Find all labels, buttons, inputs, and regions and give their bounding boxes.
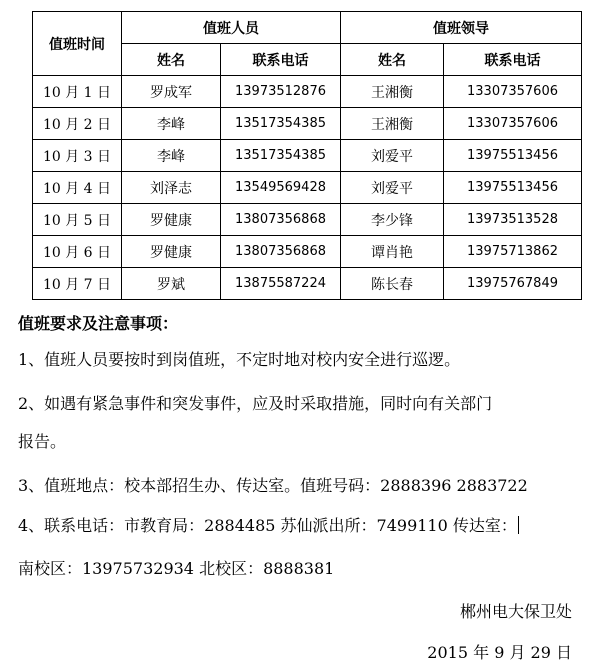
duty-date: 10 月 1 日 — [33, 76, 122, 108]
table-row — [33, 108, 582, 140]
header-duty-time: 值班时间 — [33, 12, 122, 76]
leader-name: 谭肖艳 — [341, 236, 444, 268]
leader-phone: 13307357606 — [444, 76, 582, 108]
note-item-3: 3、值班地点：校本部招生办、传达室。值班号码：2888396 2883722 — [18, 476, 528, 495]
header-duty-leader: 值班领导 — [341, 12, 582, 44]
notes-title: 值班要求及注意事项： — [18, 314, 179, 333]
note-item-4-line-1-text: 4、联系电话：市教育局：2884485 苏仙派出所：7499110 传达室： — [18, 516, 517, 535]
duty-date: 10 月 7 日 — [33, 268, 122, 300]
staff-phone: 13517354385 — [221, 108, 341, 140]
staff-phone: 13807356868 — [221, 236, 341, 268]
leader-phone: 13973513528 — [444, 204, 582, 236]
duty-date: 10 月 5 日 — [33, 204, 122, 236]
signature-org: 郴州电大保卫处 — [459, 602, 572, 621]
header-staff-phone: 联系电话 — [221, 44, 341, 76]
leader-name: 刘爱平 — [341, 172, 444, 204]
note-item-4-line-1 — [18, 516, 578, 536]
header-leader-name: 姓名 — [341, 44, 444, 76]
leader-phone: 13975513456 — [444, 140, 582, 172]
staff-phone: 13517354385 — [221, 140, 341, 172]
staff-phone: 13807356868 — [221, 204, 341, 236]
header-duty-staff: 值班人员 — [122, 12, 341, 44]
duty-date: 10 月 3 日 — [33, 140, 122, 172]
leader-name: 王湘衡 — [341, 76, 444, 108]
leader-phone: 13975767849 — [444, 268, 582, 300]
leader-phone: 13307357606 — [444, 108, 582, 140]
leader-phone: 13975513456 — [444, 172, 582, 204]
table-row — [33, 204, 582, 236]
leader-name: 陈长春 — [341, 268, 444, 300]
staff-name: 李峰 — [122, 108, 221, 140]
note-item-2-line-2: 报告。 — [18, 432, 67, 451]
duty-date: 10 月 4 日 — [33, 172, 122, 204]
leader-name: 王湘衡 — [341, 108, 444, 140]
text-cursor — [518, 516, 519, 534]
staff-name: 刘泽志 — [122, 172, 221, 204]
duty-roster-table — [32, 11, 582, 300]
staff-name: 李峰 — [122, 140, 221, 172]
table-row — [33, 76, 582, 108]
note-item-2-line-1: 2、如遇有紧急事件和突发事件，应及时采取措施，同时向有关部门 — [18, 394, 493, 413]
staff-phone: 13973512876 — [221, 76, 341, 108]
staff-name: 罗健康 — [122, 236, 221, 268]
leader-name: 李少锋 — [341, 204, 444, 236]
header-staff-name: 姓名 — [122, 44, 221, 76]
table-row — [33, 140, 582, 172]
staff-phone: 13549569428 — [221, 172, 341, 204]
header-leader-phone: 联系电话 — [444, 44, 582, 76]
note-item-4-line-2: 南校区：13975732934 北校区：8888381 — [18, 559, 335, 578]
table-row — [33, 268, 582, 300]
staff-name: 罗成军 — [122, 76, 221, 108]
note-item-1: 1、值班人员要按时到岗值班，不定时地对校内安全进行巡逻。 — [18, 350, 461, 369]
staff-name: 罗健康 — [122, 204, 221, 236]
table-row — [33, 236, 582, 268]
leader-phone: 13975713862 — [444, 236, 582, 268]
duty-date: 10 月 2 日 — [33, 108, 122, 140]
leader-name: 刘爱平 — [341, 140, 444, 172]
table-row — [33, 172, 582, 204]
staff-phone: 13875587224 — [221, 268, 341, 300]
duty-date: 10 月 6 日 — [33, 236, 122, 268]
signature-date: 2015 年 9 月 29 日 — [427, 643, 572, 662]
staff-name: 罗斌 — [122, 268, 221, 300]
